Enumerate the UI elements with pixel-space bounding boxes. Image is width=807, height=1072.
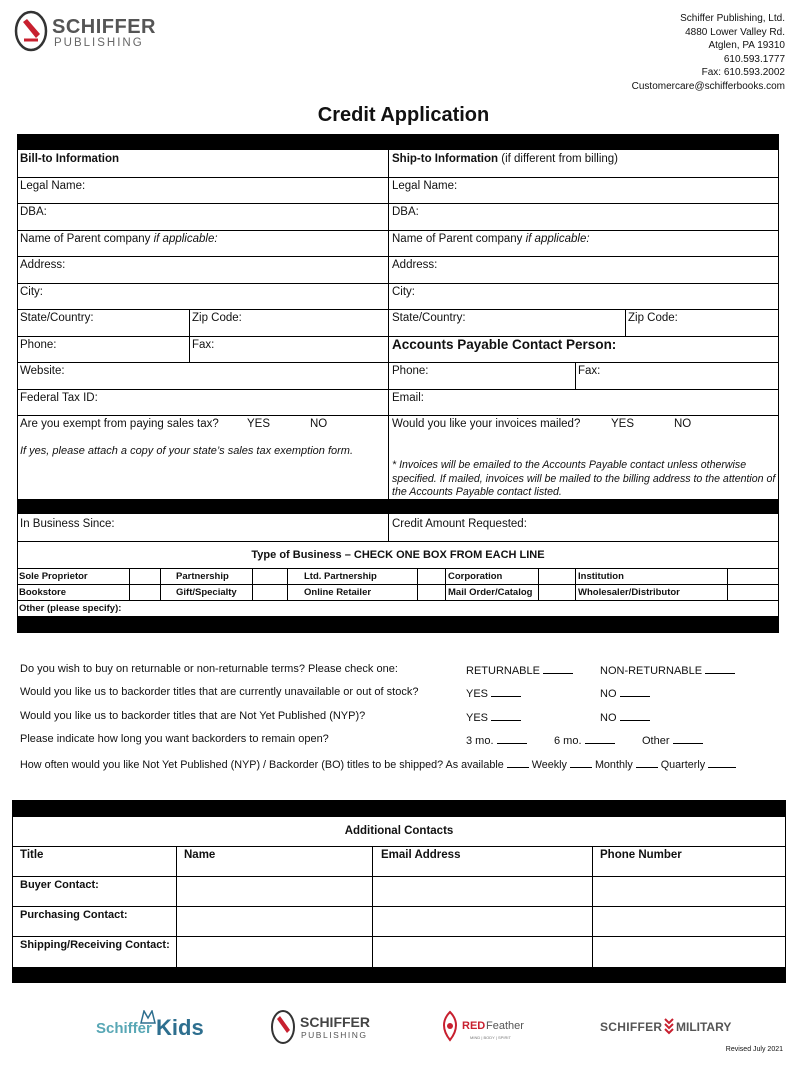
ship-city-field[interactable]: City: [392,286,415,298]
invoice-mail-question: Would you like your invoices mailed? [392,418,581,430]
logo-word2: Feather [486,1020,524,1032]
contacts-bottom-bar [12,967,786,983]
bill-parent-field[interactable] [20,233,218,245]
ship-state-field[interactable]: State/Country: [392,312,466,324]
freq-monthly[interactable]: Monthly [594,759,633,771]
checkbox-corporation[interactable] [539,569,575,584]
checkbox-wholesaler[interactable] [728,585,778,600]
ap-fax-field[interactable]: Fax: [578,365,601,377]
address-line: Atglen, PA 19310 [708,40,785,52]
schiffer-logo-icon [14,10,48,52]
footer-bar [17,616,779,633]
column-header-email: Email Address [381,849,461,861]
freq-as-available[interactable]: As available [445,759,504,771]
invoice-note: * Invoices will be emailed to the Accounts Payable contact unless otherwise specified. If mailed, invoices will be mailed to the billing address to the attention of the Accounts Payable contact listed. [392,459,776,498]
business-type-option: Online Retailer [304,587,372,598]
contacts-heading: Additional Contacts [344,825,454,837]
contact-row-label: Purchasing Contact: [20,909,128,921]
bill-tax-id-field[interactable]: Federal Tax ID: [20,392,98,404]
ship-address-field[interactable]: Address: [392,259,438,271]
option-label: 6 mo. [554,735,582,747]
business-type-heading: Type of Business – CHECK ONE BOX FROM EACH LINE [251,549,545,561]
page-title: Credit Application [317,104,490,126]
backorder-nyp-no[interactable] [600,710,650,724]
backorder-nyp-yes[interactable] [466,710,521,724]
ap-contact-heading: Accounts Payable Contact Person: [392,337,617,352]
logo-word1: SCHIFFER [600,1020,663,1034]
tax-exempt-yes[interactable]: YES [247,418,271,430]
business-type-option: Corporation [448,571,503,582]
bill-zip-field[interactable]: Zip Code: [192,312,242,324]
backorder-duration-question: Please indicate how long you want backorders to remain open? [20,733,329,745]
schiffer-kids-logo [96,1008,216,1048]
business-type-option: Gift/Specialty [176,587,237,598]
checkbox-mail-order[interactable] [539,585,575,600]
contact-row-label: Shipping/Receiving Contact: [20,939,170,951]
shipping-frequency-question [20,757,736,771]
bill-legal-name-field[interactable]: Legal Name: [20,180,86,192]
backorder-oos-yes[interactable] [466,686,521,700]
bill-address-field[interactable]: Address: [20,259,66,271]
bill-state-field[interactable]: State/Country: [20,312,94,324]
header-bar [17,134,779,150]
tax-exempt-note: If yes, please attach a copy of your state’s sales tax exemption form. [20,445,354,457]
logo-word1: SCHIFFER [300,1014,370,1030]
logo-tagline: MIND | BODY | SPIRIT [470,1035,511,1040]
cat-ears-icon [140,1010,156,1024]
bill-dba-field[interactable]: DBA: [20,206,47,218]
contact-row-label: Buyer Contact: [20,879,99,891]
fax-line: Fax: 610.593.2002 [701,67,785,79]
business-type-option: Wholesaler/Distributor [578,587,680,598]
label: Name of Parent company [20,233,151,245]
bill-city-field[interactable]: City: [20,286,43,298]
heading-text: Ship-to Information [392,153,499,165]
ship-to-heading [392,153,618,165]
ap-email-field[interactable]: Email: [392,392,424,404]
checkbox-partnership[interactable] [253,569,287,584]
backorder-oos-question: Would you like us to backorder titles that are currently unavailable or out of stock? [20,686,419,698]
bill-to-heading: Bill-to Information [20,153,120,165]
schiffer-logo [14,10,156,58]
column-header-name: Name [184,849,216,861]
buyer-email-input[interactable] [373,877,592,906]
terms-question: Do you wish to buy on returnable or non-returnable terms? Please check one: [20,663,398,675]
backorder-oos-no[interactable] [600,686,650,700]
column-header-phone: Phone Number [600,849,682,861]
label-italic: if applicable: [153,233,218,245]
bill-fax-field[interactable]: Fax: [192,339,215,351]
purchasing-email-input[interactable] [373,907,592,936]
option-label: NO [600,712,617,724]
checkbox-institution[interactable] [728,569,778,584]
option-label: NO [600,688,617,700]
bill-phone-field[interactable]: Phone: [20,339,57,351]
address-line: Schiffer Publishing, Ltd. [680,13,785,24]
purchasing-phone-input[interactable] [593,907,785,936]
option-label: 3 mo. [466,735,494,747]
tax-exempt-question: Are you exempt from paying sales tax? [20,418,219,430]
duration-3mo[interactable] [466,733,527,747]
ship-legal-name-field[interactable]: Legal Name: [392,180,458,192]
company-address [632,12,785,94]
backorder-nyp-question: Would you like us to backorder titles that are Not Yet Published (NYP)? [20,710,366,722]
email-line[interactable]: Customercare@schifferbooks.com [631,80,785,92]
ap-phone-field[interactable]: Phone: [392,365,429,377]
shipping-email-input[interactable] [373,937,592,967]
business-type-option: Mail Order/Catalog [448,587,533,598]
section-bar [17,499,779,514]
buyer-phone-input[interactable] [593,877,785,906]
question-text: How often would you like Not Yet Published (NYP) / Backorder (BO) titles to be shipped? [20,759,444,771]
shipping-name-input[interactable] [177,937,372,967]
checkbox-online-retailer[interactable] [418,585,445,600]
buyer-name-input[interactable] [177,877,372,906]
heading-note: (if different from billing) [501,153,618,165]
ship-zip-field[interactable]: Zip Code: [628,312,678,324]
label: Name of Parent company [392,233,523,245]
checkbox-sole-proprietor[interactable] [130,569,160,584]
other-business-field[interactable]: Other (please specify): [19,603,122,614]
phone-line: 610.593.1777 [723,53,785,65]
address-line: 4880 Lower Valley Rd. [685,26,785,38]
in-business-since-field[interactable]: In Business Since: [20,518,115,530]
kids-logo-word2: Kids [156,1015,204,1040]
option-label: YES [466,688,489,700]
option-label: RETURNABLE [466,665,540,677]
chevron-stripes-icon [664,1017,674,1035]
logo-wordmark: SCHIFFER [52,16,156,38]
schiffer-military-logo [600,1008,732,1048]
logo-word2: MILITARY [676,1020,732,1034]
freq-weekly[interactable]: Weekly [531,759,567,771]
revision-date: Revised July 2021 [725,1046,783,1053]
checkbox-ltd-partnership[interactable] [418,569,445,584]
column-header-title: Title [20,849,44,861]
kids-logo-word1: Schiffer [96,1020,152,1037]
checkbox-bookstore[interactable] [130,585,160,600]
logo-word2: PUBLISHING [301,1030,368,1040]
schiffer-logo-icon [270,1009,296,1045]
schiffer-publishing-logo [270,1008,380,1048]
red-feather-logo [440,1008,540,1048]
option-label: Other [642,735,670,747]
option-label: YES [466,712,489,724]
logo-word1: RED [462,1020,486,1032]
returnable-option[interactable] [466,663,573,677]
invoice-mail-no[interactable]: NO [674,418,692,430]
invoice-mail-yes[interactable]: YES [611,418,635,430]
ship-dba-field[interactable]: DBA: [392,206,419,218]
business-type-option: Partnership [176,571,229,582]
duration-6mo[interactable] [554,733,615,747]
shipping-phone-input[interactable] [593,937,785,967]
tax-exempt-no[interactable]: NO [310,418,328,430]
label-italic: if applicable: [525,233,590,245]
business-type-option: Ltd. Partnership [304,571,377,582]
purchasing-name-input[interactable] [177,907,372,936]
business-type-option: Institution [578,571,624,582]
credit-amount-field[interactable]: Credit Amount Requested: [392,518,527,530]
contacts-top-bar [12,800,786,817]
duration-other[interactable] [642,733,703,747]
business-type-option: Sole Proprietor [19,571,88,582]
freq-quarterly[interactable]: Quarterly [660,759,706,771]
option-label: NON-RETURNABLE [600,665,703,677]
ship-parent-field[interactable] [392,233,590,245]
bill-website-field[interactable]: Website: [20,365,65,377]
feather-icon [440,1010,460,1042]
business-type-option: Bookstore [19,587,66,598]
logo-subword: PUBLISHING [54,37,144,49]
non-returnable-option[interactable] [600,663,735,677]
checkbox-gift-specialty[interactable] [253,585,287,600]
